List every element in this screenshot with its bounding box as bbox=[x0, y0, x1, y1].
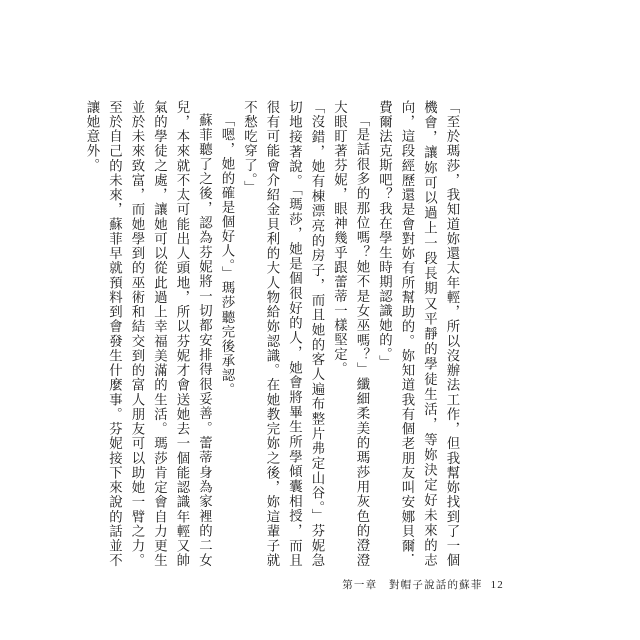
paragraph: 「沒錯，她有棟漂亮的房子，而且她的客人遍布整片弗定山谷。」芬妮急切地接著說。「瑪莎，她是個很好的人，她會將畢生所學傾囊相授，而且很有可能會介紹金貝利的大人物給妳認識。在她教完妳之後，妳這輩子就不愁吃穿了。」 bbox=[241, 100, 324, 568]
paragraph: 蘇菲聽了之後，認為芬妮將一切都安排得很妥善。蕾蒂身為家裡的二女兒，本來就不太可能出人頭地，所以芬妮才會送她去一個能認識年輕又帥氣的學徒之處，讓她可以從此過上幸福美滿的生活。瑪莎肯定會自力更生並於未來致富，而她學到的巫術和結交到的富人朋友可以助她一臂之力。至於自己的未來，蘇菲早就預料到會發生什麼事。芬妮接下來說的話並不讓她意外。 bbox=[84, 100, 212, 568]
page-number: 12 bbox=[490, 579, 504, 591]
paragraph: 「至於瑪莎，我知道妳還太年輕，所以沒辦法工作，但我幫妳找到了一個機會，讓妳可以過上一段長期又平靜的學徒生活，等妳決定好未來的志向，這段經歷還是會對妳有所幫助的。妳知道我有個老朋友叫安娜貝爾．費爾法克斯吧？我在學生時期認識她的。」 bbox=[376, 100, 459, 568]
paragraph: 「是話很多的那位嗎？她不是女巫嗎？」纖細柔美的瑪莎用灰色的澄澄大眼盯著芬妮，眼神幾乎跟蕾蒂一樣堅定。 bbox=[331, 100, 369, 568]
chapter-title: 第一章 對帽子說話的蘇菲 bbox=[342, 579, 483, 591]
paragraph: 「嗯，她的確是個好人。」瑪莎聽完後承認。 bbox=[219, 113, 234, 398]
page-footer bbox=[342, 577, 504, 592]
body-text bbox=[84, 100, 462, 568]
